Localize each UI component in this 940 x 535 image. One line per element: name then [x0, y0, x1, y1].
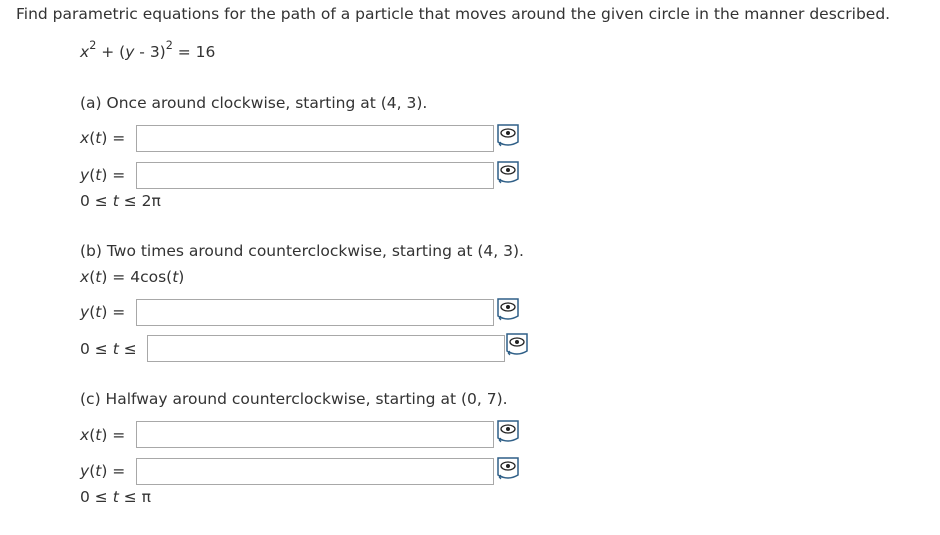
part-a-range: 0 ≤ t ≤ 2π: [80, 192, 161, 210]
part-b-x-given: x(t) = 4cos(t): [80, 268, 185, 286]
eq-x-exponent: 2: [89, 38, 97, 52]
part-c-x-input[interactable]: [136, 421, 494, 448]
part-c-y-input[interactable]: [136, 458, 494, 485]
part-a-y-lhs: y(t) =: [80, 166, 126, 184]
part-b-label: (b) Two times around counterclockwise, starting at (4, 3).: [80, 242, 524, 260]
question-prompt: Find parametric equations for the path of a particle that moves around the given circle in the manner described.: [16, 5, 891, 23]
part-b-y-lhs: y(t) =: [80, 303, 126, 321]
part-c-y-lhs: y(t) =: [80, 462, 126, 480]
eye-preview-icon[interactable]: [496, 159, 520, 185]
part-c-range: 0 ≤ t ≤ π: [80, 488, 151, 506]
part-c-label: (c) Halfway around counterclockwise, starting at (0, 7).: [80, 390, 508, 408]
eye-preview-icon[interactable]: [496, 296, 520, 322]
eq-rhs: = 16: [172, 43, 216, 61]
part-c-x-lhs: x(t) =: [80, 426, 126, 444]
eq-y-var: y: [125, 43, 135, 61]
eq-plus: + (: [96, 43, 126, 61]
circle-equation: [80, 38, 216, 61]
eye-preview-icon[interactable]: [496, 455, 520, 481]
part-b-range: 0 ≤ t ≤: [80, 340, 137, 358]
part-b-range-input[interactable]: [147, 335, 505, 362]
eq-x-var: x: [80, 43, 90, 61]
eq-y-exponent: 2: [165, 38, 173, 52]
part-b-y-input[interactable]: [136, 299, 494, 326]
eq-minus-three: - 3): [134, 43, 166, 61]
eye-preview-icon[interactable]: [496, 122, 520, 148]
part-a-x-input[interactable]: [136, 125, 494, 152]
eye-preview-icon[interactable]: [505, 331, 529, 357]
part-a-x-lhs: x(t) =: [80, 129, 126, 147]
part-a-y-input[interactable]: [136, 162, 494, 189]
eye-preview-icon[interactable]: [496, 418, 520, 444]
part-a-label: (a) Once around clockwise, starting at (4, 3).: [80, 94, 428, 112]
